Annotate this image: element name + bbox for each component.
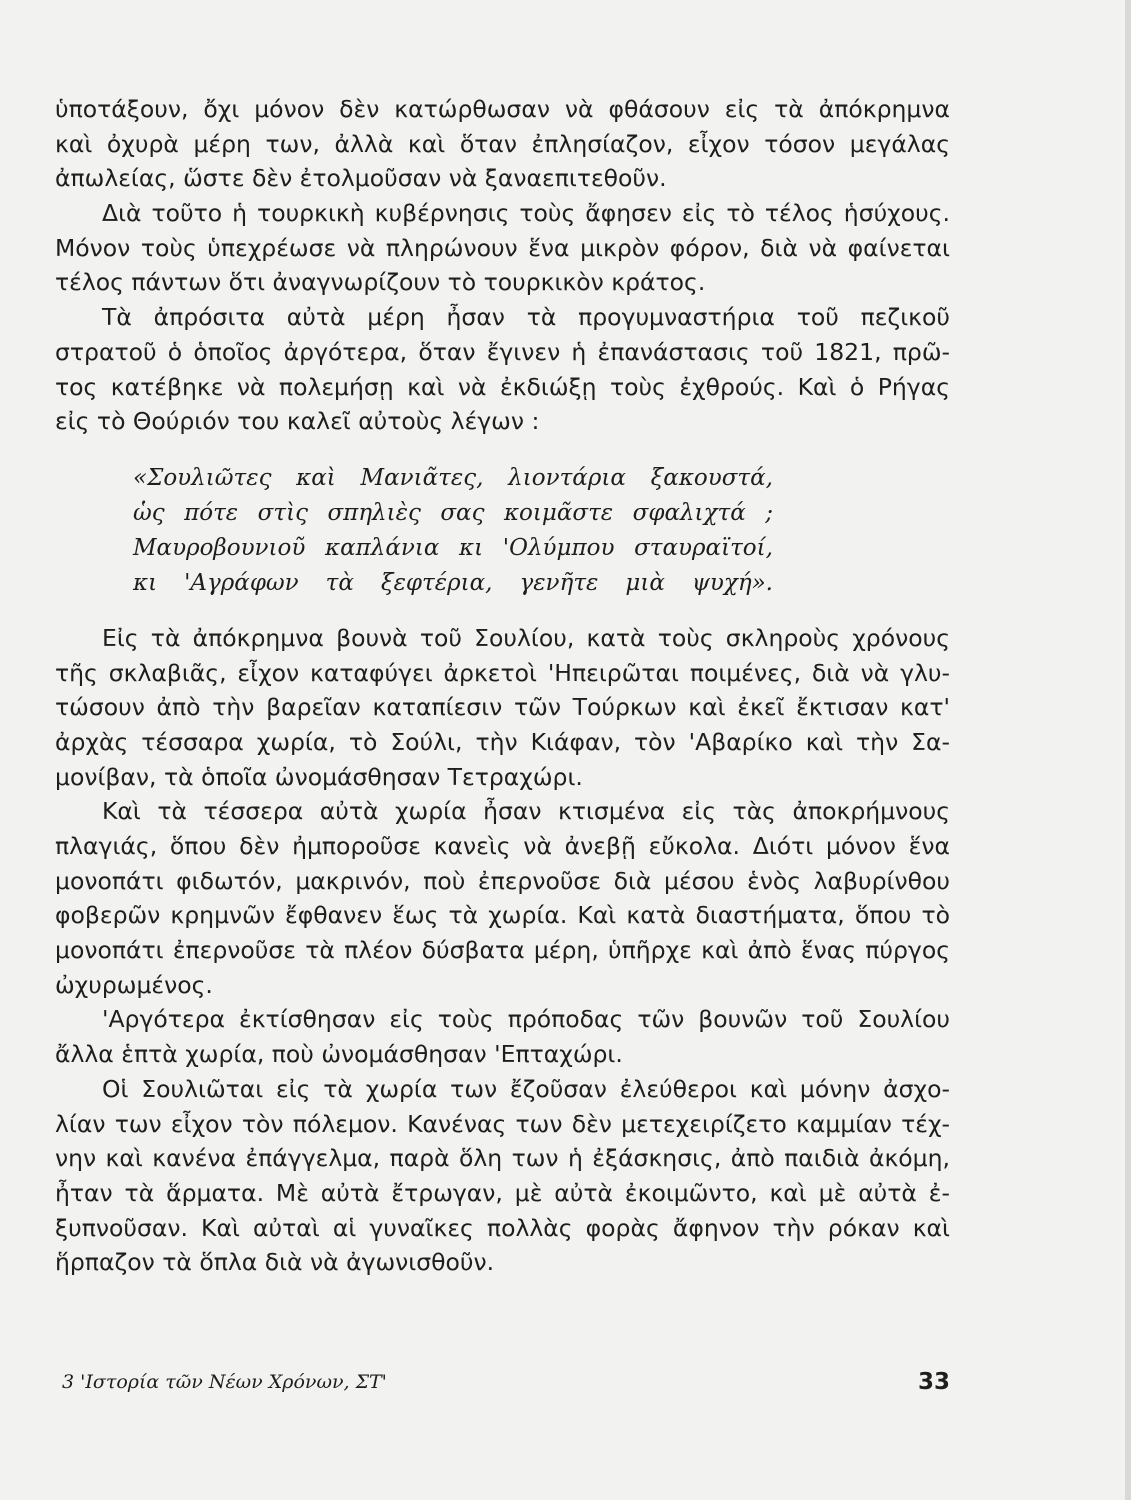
paragraph [55, 621, 950, 794]
poem-line: κι 'Αγράφων τὰ ξεφτέρια, γενῆτε μιὰ ψυχή». [133, 569, 773, 596]
body-text [55, 92, 950, 1280]
text-line: λίαν των εἶχον τὸν πόλεμον. Κανένας των δὲν μετεχειρίζετο καμμίαν τέχ- [55, 1109, 950, 1138]
text-line: εἰς τὸ Θούριόν του καλεῖ αὐτοὺς λέγων : [55, 407, 540, 436]
text-line: καὶ ὀχυρὰ μέρη των, ἀλλὰ καὶ ὅταν ἐπλησίαζον, εἶχον τόσον μεγάλας [55, 129, 950, 158]
text-line: τος κατέβηκε νὰ πολεμήσῃ καὶ νὰ ἐκδιώξῃ τοὺς ἐχθρούς. Καὶ ὁ Ρήγας [55, 372, 950, 401]
text-line: ἄλλα ἑπτὰ χωρία, ποὺ ὠνομάσθησαν 'Επταχώρι. [55, 1040, 623, 1069]
text-line: ἥρπαζον τὰ ὅπλα διὰ νὰ ἀγωνισθοῦν. [55, 1248, 495, 1277]
text-line: μονίβαν, τὰ ὁποῖα ὠνομάσθησαν Τετραχώρι. [55, 762, 583, 791]
text-line: 'Αργότερα ἐκτίσθησαν εἰς τοὺς πρόποδας τῶν βουνῶν τοῦ Σουλίου [55, 1005, 950, 1034]
poem-line: Μαυροβουνιοῦ καπλάνια κι 'Ολύμπου σταυραϊτοί, [133, 534, 773, 561]
text-line: ἀρχὰς τέσσαρα χωρία, τὸ Σούλι, τὴν Κιάφαν, τὸν 'Αβαρίκο καὶ τὴν Σα- [55, 727, 950, 756]
text-line: Καὶ τὰ τέσσερα αὐτὰ χωρία ἦσαν κτισμένα εἰς τὰς ἀποκρήμνους [55, 797, 950, 826]
text-line: πλαγιάς, ὅπου δὲν ἠμποροῦσε κανεὶς νὰ ἀνεβῇ εὔκολα. Διότι μόνον ἕνα [55, 832, 950, 860]
text-line: Εἰς τὰ ἀπόκρημνα βουνὰ τοῦ Σουλίου, κατὰ τοὺς σκληροὺς χρόνους [55, 623, 950, 652]
text-line: Διὰ τοῦτο ἡ τουρκικὴ κυβέρνησις τοὺς ἄφησεν εἰς τὸ τέλος ἡσύχους. [55, 199, 950, 228]
footer-book-title: 3 'Ιστορία τῶν Νέων Χρόνων, ΣΤ' [62, 1371, 387, 1393]
text-line: τέλος πάντων ὅτι ἀναγνωρίζουν τὸ τουρκικὸν κράτος. [55, 268, 706, 297]
page-edge [1125, 0, 1131, 1500]
paragraph [55, 1072, 950, 1280]
poem-line: «Σουλιῶτες καὶ Μανιᾶτες, λιοντάρια ξακουστά, [133, 464, 773, 491]
paragraph [55, 92, 950, 196]
text-line: ἀπωλείας, ὥστε δὲν ἐτολμοῦσαν νὰ ξαναεπιτεθοῦν. [55, 164, 667, 193]
text-line: φοβερῶν κρημνῶν ἔφθανεν ἕως τὰ χωρία. Καὶ κατὰ διαστήματα, ὅπου τὸ [55, 901, 950, 930]
text-line: ὑποτάξουν, ὄχι μόνον δὲν κατώρθωσαν νὰ φθάσουν εἰς τὰ ἀπόκρημνα [55, 95, 950, 123]
text-line: Μόνον τοὺς ὑπεχρέωσε νὰ πληρώνουν ἕνα μικρὸν φόρον, διὰ νὰ φαίνεται [55, 233, 950, 262]
text-line: Οἱ Σουλιῶται εἰς τὰ χωρία των ἔζοῦσαν ἐλεύθεροι καὶ μόνην ἀσχο- [55, 1074, 950, 1103]
poem-quote [55, 461, 773, 601]
text-line: ἦταν τὰ ἅρματα. Μὲ αὐτὰ ἔτρωγαν, μὲ αὐτὰ ἐκοιμῶντο, καὶ μὲ αὐτὰ ἐ- [55, 1178, 950, 1207]
paragraph [55, 300, 950, 439]
text-line: νην καὶ κανένα ἐπάγγελμα, παρὰ ὅλη των ἡ ἐξάσκησις, ἀπὸ παιδιὰ ἀκόμη, [55, 1144, 950, 1173]
text-line: μονοπάτι ἐπερνοῦσε τὰ πλέον δύσβατα μέρη, ὑπῆρχε καὶ ἀπὸ ἕνας πύργος [55, 936, 950, 965]
paragraph [55, 794, 950, 1002]
page-number: 33 [917, 1369, 950, 1395]
text-line: ὠχυρωμένος. [55, 970, 213, 999]
text-line: Τὰ ἀπρόσιτα αὐτὰ μέρη ἦσαν τὰ προγυμναστήρια τοῦ πεζικοῦ [55, 303, 950, 332]
poem-line: ὡς πότε στὶς σπηλιὲς σας κοιμᾶστε σφαλιχτά ; [133, 499, 773, 526]
paragraph [55, 196, 950, 300]
text-line: στρατοῦ ὁ ὁποῖος ἀργότερα, ὅταν ἔγινεν ἡ ἐπανάστασις τοῦ 1821, πρῶ- [55, 337, 950, 366]
text-line: τώσουν ἀπὸ τὴν βαρεῖαν καταπίεσιν τῶν Τούρκων καὶ ἐκεῖ ἔκτισαν κατ' [55, 693, 950, 722]
text-line: μονοπάτι φιδωτόν, μακρινόν, ποὺ ἐπερνοῦσε διὰ μέσου ἑνὸς λαβυρίνθου [55, 866, 950, 895]
text-line: ξυπνοῦσαν. Καὶ αὐταὶ αἱ γυναῖκες πολλὰς φορὰς ἄφηνον τὴν ρόκαν καὶ [55, 1213, 950, 1242]
paragraph [55, 1002, 950, 1071]
text-line: τῆς σκλαβιᾶς, εἶχον καταφύγει ἀρκετοὶ 'Ηπειρῶται ποιμένες, διὰ νὰ γλυ- [55, 658, 950, 687]
page-footer [62, 1367, 950, 1397]
